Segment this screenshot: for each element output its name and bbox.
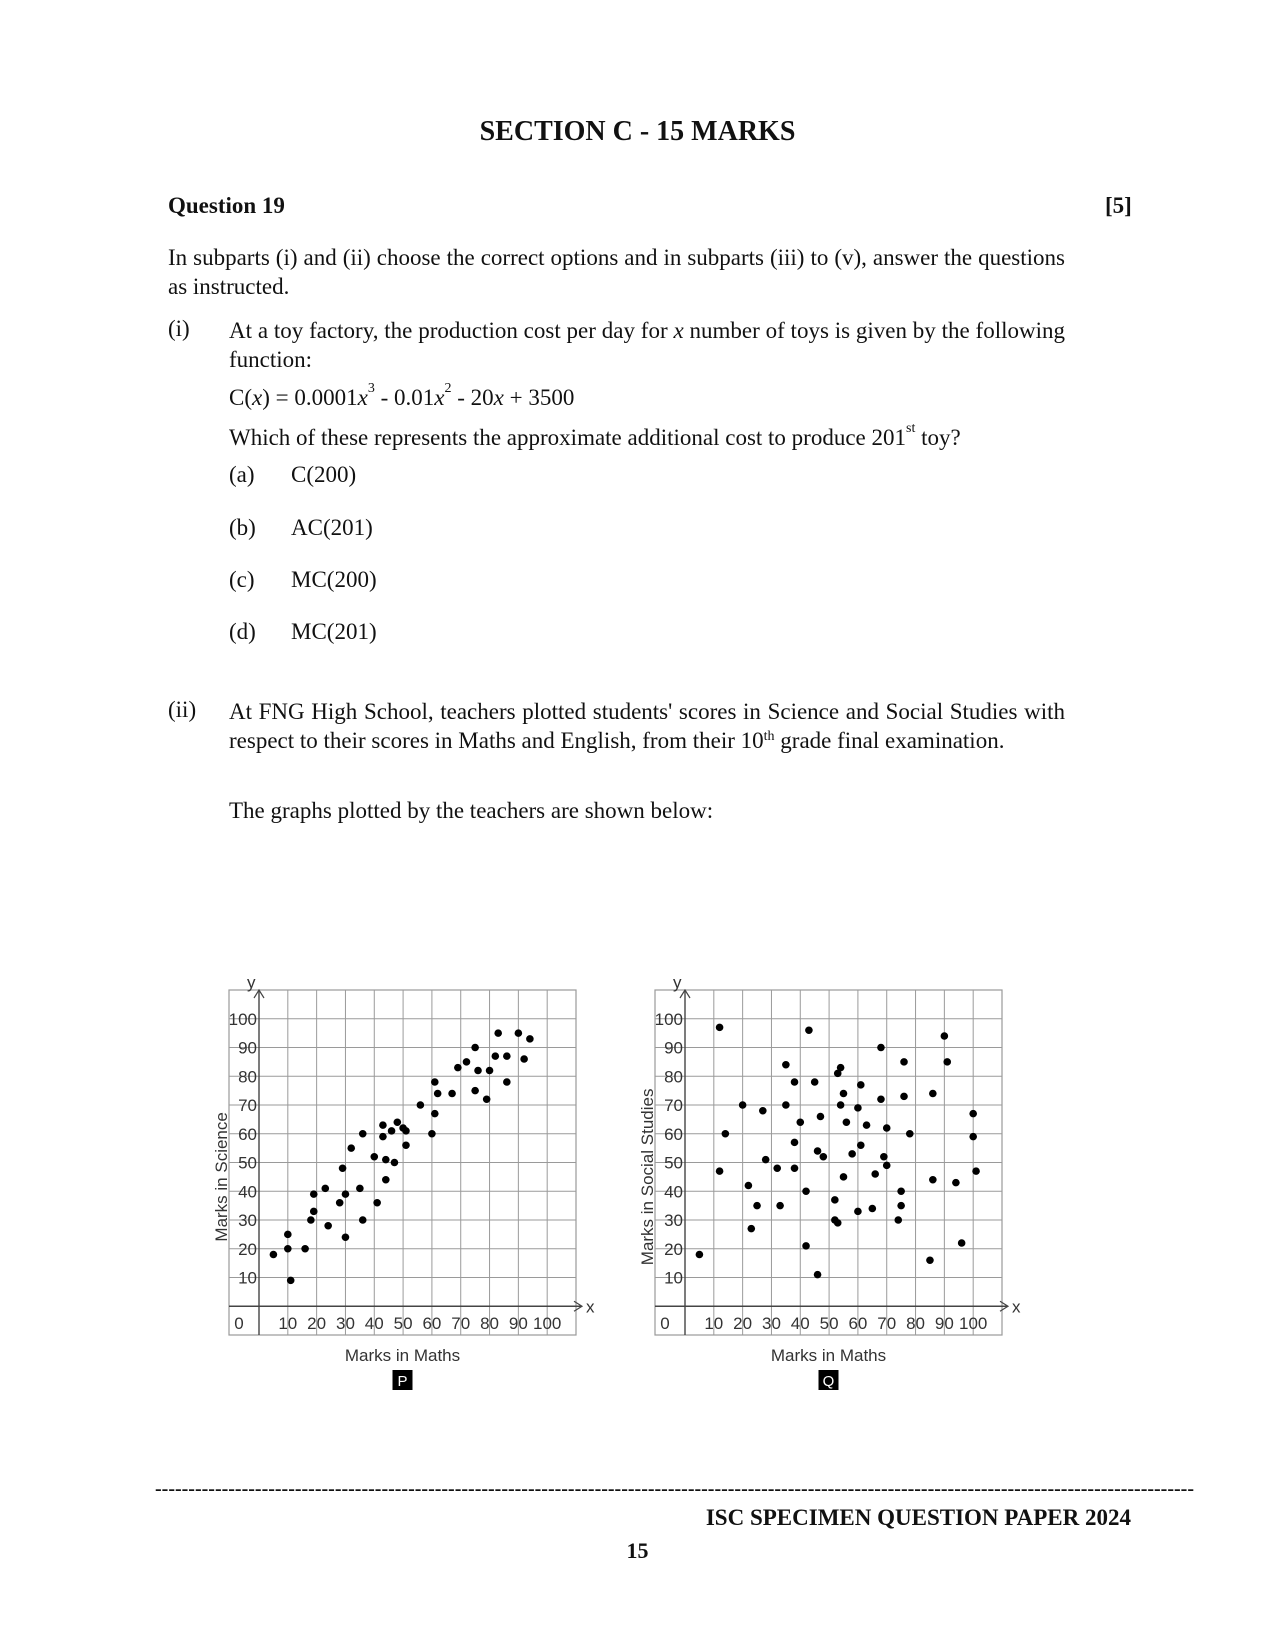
y-tick-label: 30 — [238, 1211, 257, 1230]
data-point — [324, 1222, 332, 1230]
data-point — [431, 1110, 439, 1118]
question-marks: [5] — [1105, 193, 1132, 218]
data-point — [969, 1110, 977, 1118]
data-point — [897, 1202, 905, 1210]
data-point — [515, 1029, 523, 1037]
x-tick-label: 40 — [364, 1314, 384, 1333]
data-point — [394, 1118, 402, 1126]
data-point — [877, 1095, 885, 1103]
data-point — [871, 1170, 879, 1178]
data-point — [837, 1101, 845, 1109]
data-point — [310, 1208, 318, 1216]
data-point — [880, 1153, 888, 1161]
data-point — [373, 1199, 381, 1207]
footer-divider: ------------------------------------------------------------------------------------------------------------------------------------------------------------ — [155, 1478, 1194, 1500]
data-point — [483, 1095, 491, 1103]
data-point — [356, 1185, 364, 1193]
option-b-text: AC(201) — [291, 515, 373, 540]
origin-label: 0 — [234, 1314, 244, 1333]
part-i-text: At a toy factory, the production cost per day for x number of toys is given by the following function: — [229, 318, 1065, 372]
option-c-text: MC(200) — [291, 567, 377, 592]
data-point — [402, 1141, 410, 1149]
data-point — [869, 1205, 877, 1213]
y-tick-label: 50 — [664, 1153, 683, 1173]
option-c-label: (c) — [229, 567, 255, 592]
x-tick-label: 50 — [819, 1314, 839, 1333]
chart-badge-label: Q — [822, 1373, 835, 1390]
option-a-text: C(200) — [291, 462, 357, 487]
x-tick-label: 20 — [733, 1314, 753, 1333]
data-point — [941, 1032, 949, 1040]
y-tick-label: 10 — [238, 1268, 257, 1288]
data-point — [339, 1164, 347, 1172]
data-point — [840, 1173, 848, 1181]
data-point — [814, 1271, 822, 1279]
x-tick-label: 30 — [335, 1314, 355, 1333]
option-d-text: MC(201) — [291, 619, 377, 644]
data-point — [900, 1058, 908, 1066]
data-point — [753, 1202, 761, 1210]
data-point — [952, 1179, 960, 1187]
data-point — [696, 1251, 704, 1259]
data-point — [301, 1245, 309, 1253]
data-point — [814, 1147, 822, 1155]
y-tick-label: 100 — [228, 1009, 257, 1029]
option-a-label: (a) — [229, 462, 255, 487]
x-tick-label: 10 — [278, 1314, 298, 1333]
y-tick-label: 50 — [238, 1153, 257, 1173]
data-point — [431, 1078, 439, 1086]
question-intro: In subparts (i) and (ii) choose the correct options and in subparts (iii) to (v), answer the questions as instructed. — [168, 245, 1065, 299]
x-tick-label: 100 — [532, 1314, 562, 1333]
y-tick-label: 70 — [664, 1096, 683, 1115]
data-point — [897, 1187, 905, 1195]
data-point — [791, 1164, 799, 1172]
data-point — [471, 1044, 479, 1052]
data-point — [448, 1090, 456, 1098]
scatter-chart-q — [638, 973, 1050, 1430]
x-tick-label: 100 — [958, 1314, 988, 1333]
data-point — [776, 1202, 784, 1210]
data-point — [492, 1052, 500, 1060]
x-tick-label: 10 — [704, 1314, 724, 1333]
data-point — [270, 1251, 278, 1259]
data-point — [817, 1113, 825, 1121]
x-tick-label: 70 — [451, 1314, 471, 1333]
y-tick-label: 80 — [238, 1067, 257, 1087]
data-point — [782, 1061, 790, 1069]
x-tick-label: 60 — [422, 1314, 442, 1333]
y-tick-label: 90 — [664, 1038, 683, 1058]
data-point — [791, 1139, 799, 1147]
data-point — [958, 1239, 966, 1247]
data-point — [854, 1208, 862, 1216]
y-axis-letter: y — [673, 973, 682, 992]
data-point — [370, 1153, 378, 1161]
part-ii-text-post: grade final examination. — [774, 728, 1005, 753]
chart-badge-label: P — [397, 1373, 408, 1390]
y-tick-label: 100 — [654, 1009, 683, 1029]
data-point — [883, 1162, 891, 1170]
data-point — [863, 1121, 871, 1129]
data-point — [759, 1107, 767, 1115]
data-point — [336, 1199, 344, 1207]
data-point — [820, 1153, 828, 1161]
x-tick-label: 50 — [393, 1314, 413, 1333]
data-point — [877, 1044, 885, 1052]
x-tick-label: 80 — [480, 1314, 500, 1333]
data-point — [843, 1118, 851, 1126]
y-tick-label: 70 — [238, 1096, 257, 1115]
data-point — [773, 1164, 781, 1172]
data-point — [359, 1130, 367, 1138]
data-point — [428, 1130, 436, 1138]
data-point — [342, 1233, 350, 1241]
y-axis-label: Marks in Social Studies — [638, 1088, 657, 1266]
data-point — [347, 1144, 355, 1152]
data-point — [929, 1176, 937, 1184]
data-point — [972, 1167, 980, 1175]
data-point — [926, 1256, 934, 1264]
data-point — [929, 1090, 937, 1098]
data-point — [739, 1101, 747, 1109]
data-point — [379, 1133, 387, 1141]
graphs-intro-line: The graphs plotted by the teachers are shown below: — [229, 798, 714, 823]
y-tick-label: 60 — [664, 1124, 683, 1144]
data-point — [307, 1216, 315, 1224]
part-i-question-sup: st — [906, 421, 916, 436]
data-point — [840, 1090, 848, 1098]
data-point — [857, 1081, 865, 1089]
data-point — [434, 1090, 442, 1098]
option-b-label: (b) — [229, 515, 256, 540]
y-tick-label: 40 — [238, 1182, 257, 1202]
y-tick-label: 20 — [664, 1239, 683, 1259]
part-ii-text-pre: At FNG High School, teachers plotted students' scores in Science and Social Studies with respect to their scores in Maths and English, from their 10 — [229, 699, 1065, 753]
y-tick-label: 90 — [238, 1038, 257, 1058]
data-point — [805, 1026, 813, 1034]
data-point — [391, 1159, 399, 1167]
data-point — [520, 1055, 528, 1063]
data-point — [848, 1150, 856, 1158]
data-point — [526, 1035, 534, 1043]
data-point — [883, 1124, 891, 1132]
data-point — [796, 1118, 804, 1126]
data-point — [722, 1130, 730, 1138]
x-axis-letter: x — [1012, 1297, 1021, 1317]
data-point — [811, 1078, 819, 1086]
data-point — [834, 1219, 842, 1227]
section-title: SECTION C - 15 MARKS — [479, 116, 796, 147]
data-point — [379, 1121, 387, 1129]
data-point — [969, 1133, 977, 1141]
x-tick-label: 40 — [790, 1314, 810, 1333]
data-point — [382, 1176, 390, 1184]
data-point — [716, 1024, 724, 1032]
data-point — [463, 1058, 471, 1066]
y-tick-label: 30 — [664, 1211, 683, 1230]
data-point — [284, 1231, 292, 1239]
part-ii-text — [229, 697, 1065, 755]
footer-title: ISC SPECIMEN QUESTION PAPER 2024 — [705, 1505, 1131, 1530]
question-label: Question 19 — [168, 193, 285, 218]
data-point — [284, 1245, 292, 1253]
data-point — [802, 1242, 810, 1250]
data-point — [745, 1182, 753, 1190]
data-point — [287, 1277, 295, 1285]
x-tick-label: 90 — [508, 1314, 528, 1333]
data-point — [900, 1093, 908, 1101]
x-axis-label: Marks in Maths — [344, 1346, 461, 1365]
data-point — [474, 1067, 482, 1075]
scatter-chart-p — [212, 973, 624, 1430]
x-tick-label: 70 — [877, 1314, 897, 1333]
data-point — [486, 1067, 494, 1075]
part-ii-text-sup: th — [763, 729, 775, 744]
data-point — [342, 1190, 350, 1198]
data-point — [802, 1187, 810, 1195]
data-point — [943, 1058, 951, 1066]
part-i-number: (i) — [168, 316, 190, 341]
x-tick-label: 80 — [906, 1314, 926, 1333]
data-point — [471, 1087, 479, 1095]
data-point — [716, 1167, 724, 1175]
x-axis-letter: x — [586, 1297, 595, 1317]
x-tick-label: 60 — [848, 1314, 868, 1333]
y-axis-label: Marks in Science — [212, 1112, 231, 1242]
data-point — [321, 1185, 329, 1193]
data-point — [894, 1216, 902, 1224]
data-point — [906, 1130, 914, 1138]
y-axis-letter: y — [247, 973, 256, 992]
data-point — [791, 1078, 799, 1086]
data-point — [359, 1216, 367, 1224]
data-point — [503, 1078, 511, 1086]
data-point — [782, 1101, 790, 1109]
data-point — [454, 1064, 462, 1072]
option-d-label: (d) — [229, 619, 256, 644]
data-point — [417, 1101, 425, 1109]
y-tick-label: 10 — [664, 1268, 683, 1288]
x-tick-label: 30 — [761, 1314, 781, 1333]
page-number: 15 — [626, 1538, 649, 1563]
x-tick-label: 20 — [307, 1314, 327, 1333]
data-point — [854, 1104, 862, 1112]
data-point — [382, 1156, 390, 1164]
x-tick-label: 90 — [934, 1314, 954, 1333]
data-point — [388, 1127, 396, 1135]
data-point — [857, 1141, 865, 1149]
y-tick-label: 60 — [238, 1124, 257, 1144]
data-point — [831, 1196, 839, 1204]
data-point — [747, 1225, 755, 1233]
part-i-question-post: toy? — [915, 425, 961, 450]
x-axis-label: Marks in Maths — [770, 1346, 887, 1365]
part-i-question-pre: Which of these represents the approximate additional cost to produce 201 — [229, 425, 907, 450]
origin-label: 0 — [660, 1314, 670, 1333]
y-tick-label: 80 — [664, 1067, 683, 1087]
y-tick-label: 20 — [238, 1239, 257, 1259]
data-point — [762, 1156, 770, 1164]
data-point — [310, 1190, 318, 1198]
part-i-question — [229, 421, 961, 451]
part-ii-number: (ii) — [168, 697, 197, 722]
data-point — [837, 1064, 845, 1072]
data-point — [503, 1052, 511, 1060]
data-point — [402, 1127, 410, 1135]
cost-function-formula: $C(x) = 0.0001x^3 - 0.01x^2 - 20x + 3500$ — [229, 381, 575, 410]
y-tick-label: 40 — [664, 1182, 683, 1202]
data-point — [494, 1029, 502, 1037]
